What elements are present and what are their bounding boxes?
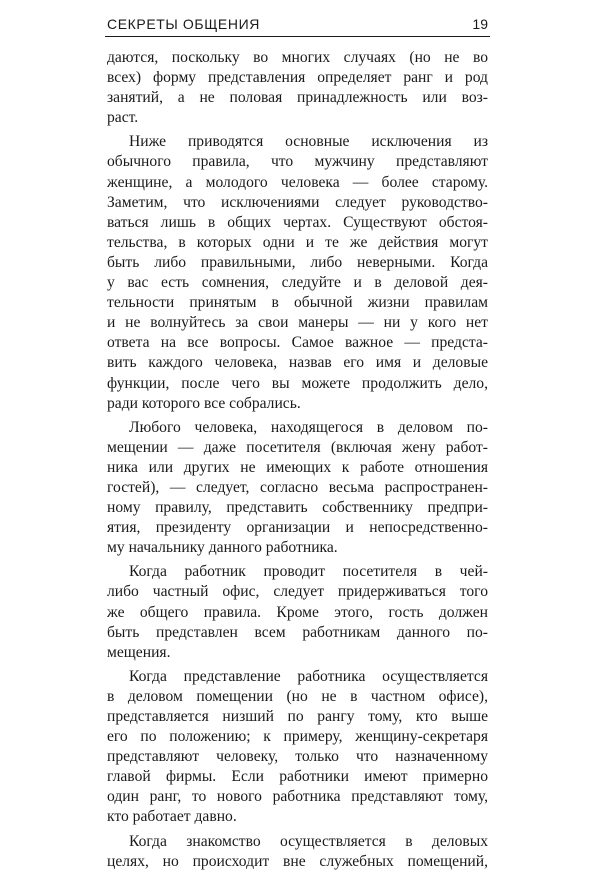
- text-line: представляют человеку, только что назначенному: [107, 748, 488, 766]
- text-line: Когда работник проводит посетителя в чей-: [129, 563, 488, 581]
- text-line: ника или других не имеющих к работе отношения: [107, 458, 488, 476]
- paragraph: [107, 48, 488, 128]
- text-line: ради которого все собрались.: [107, 394, 301, 412]
- text-line: либо частный офис, следует придерживаться того: [107, 583, 488, 601]
- text-line: один ранг, то нового работника представляют тому,: [107, 788, 488, 806]
- paragraph: [107, 418, 488, 559]
- text-line: занятий, а не половая принадлежность или воз-: [107, 89, 488, 107]
- text-line: всех) форму представления определяет ранг и род: [107, 69, 488, 87]
- text-line: Когда представление работника осуществляется: [129, 667, 488, 685]
- text-line: Ниже приводятся основные исключения из: [129, 133, 488, 151]
- page-number: 19: [472, 16, 488, 32]
- paragraph: [107, 667, 488, 828]
- text-line: функции, после чего вы можете продолжить дело,: [107, 374, 488, 392]
- text-line: Любого человека, находящегося в деловом по-: [129, 418, 488, 436]
- text-line: представляется низший по рангу тому, кто выше: [107, 708, 488, 725]
- text-line: женщине, а молодого человека — более старому.: [107, 173, 488, 191]
- page-body: [107, 48, 488, 876]
- text-line: тельности принятым в обычной жизни правилам: [107, 294, 488, 312]
- text-line: тельства, в которых одни и те же действия могут: [107, 233, 488, 251]
- text-line: быть либо правильными, либо неверными. Когда: [107, 253, 488, 271]
- text-line: же общего правила. Кроме этого, гость должен: [107, 603, 488, 621]
- paragraph: [107, 832, 488, 872]
- running-header-title: СЕКРЕТЫ ОБЩЕНИЯ: [107, 16, 260, 32]
- text-line: кто работает давно.: [107, 808, 237, 826]
- text-line: ному правилу, представить собственнику предпри-: [107, 499, 488, 517]
- text-line: раст.: [107, 109, 139, 127]
- text-line: его по положению; к примеру, женщину-секретаря: [107, 728, 488, 746]
- text-line: у вас есть сомнения, следуйте и в деловой дея-: [107, 274, 488, 292]
- text-line: мещения.: [107, 643, 171, 661]
- text-line: гостей), — следует, согласно весьма распространен-: [107, 478, 488, 496]
- paragraph: [107, 562, 488, 662]
- text-line: ваться лишь в общих чертах. Существуют обстоя-: [107, 213, 488, 231]
- text-line: целях, но происходит вне служебных помещений,: [107, 852, 488, 870]
- paragraph: [107, 132, 488, 413]
- text-line: даются, поскольку во многих случаях (но не во: [107, 49, 488, 66]
- text-line: быть представлен всем работникам данного по-: [107, 623, 488, 641]
- text-line: ответа на все вопросы. Самое важное — предста-: [107, 334, 488, 352]
- running-header: [105, 14, 490, 37]
- text-line: Заметим, что исключениями следует руководство-: [107, 193, 488, 211]
- text-line: ятия, президенту организации и непосредственно-: [107, 519, 488, 537]
- text-line: вить каждого человека, назвав его имя и деловые: [107, 354, 488, 372]
- text-line: Когда знакомство осуществляется в деловых: [129, 832, 488, 850]
- text-line: главой фирмы. Если работники имеют примерно: [107, 768, 488, 786]
- text-line: обычного правила, что мужчину представляют: [107, 153, 488, 171]
- text-line: мещении — даже посетителя (включая жену работ-: [107, 438, 488, 456]
- text-line: в деловом помещении (но не в частном офисе),: [107, 687, 488, 705]
- text-line: и не волнуйтесь за свои манеры — ни у кого нет: [107, 314, 488, 332]
- text-line: му начальнику данного работника.: [107, 539, 338, 557]
